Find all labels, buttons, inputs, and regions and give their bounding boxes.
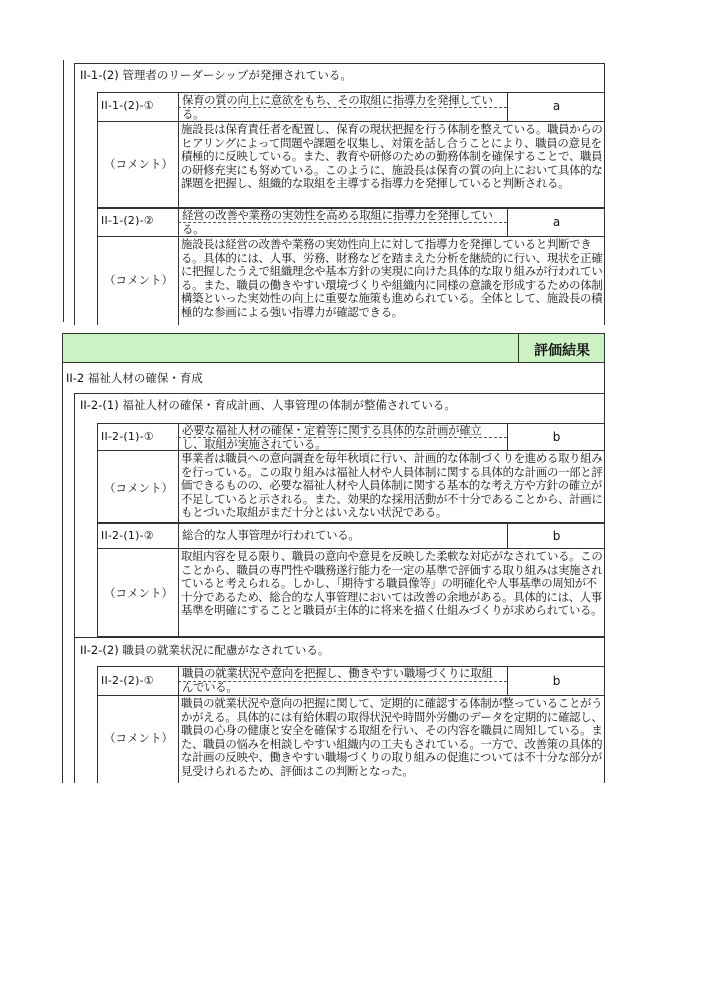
comment-text: 職員の就業状況や意向の把握に関して、定期的に確認する体制が整っていることがうかがえる。具体的には有給休暇の取得状況や時間外労働のデータを定期的に確認し、職員の心身の健康と安全を確保する取組を行い、その内容を職員に周知している。また、職員の悩みを相談しやすい組織内の工夫もされている。一方で、改善策の具体的な計画の反映や、働きやすい職場づくりの取り組みの促進については不十分な部分が見受けられるため、評価はこの判断となった。 [181, 696, 603, 778]
section-subtitle: II-1-(2) 管理者のリーダーシップが発揮されている。 [80, 68, 352, 82]
item-grade: b [552, 674, 561, 688]
item-question: 必要な福祉人材の確保・定着等に関する具体的な計画が確立し、取組が実施されている。 [182, 423, 482, 451]
row-divider [74, 637, 605, 638]
section-title: II-2 福祉人材の確保・育成 [66, 371, 203, 385]
item-grade: a [552, 99, 561, 113]
item-question: 経営の改善や業務の実効性を高める取組に指導力を発揮している。 [182, 208, 493, 236]
item-question: 保育の質の向上に意欲をもち、その取組に指導力を発揮している。 [182, 93, 493, 121]
evaluation-result-label: 評価結果 [534, 343, 590, 359]
comment-text: 施設長は経営の改善や業務の実効性向上に対して指導力を発揮していると判断できる。具体的には、人事、労務、財務などを踏まえた分析を継続的に行い、現状を正確に把握したうえで組織理念や基本方針の実現に向けた具体的な取り組みが行われている。また、職員の働きやすい環境づくりや組織内に同様の意識を形成するための体制構築といった実効性の向上に重要な施策も進められている。全体として、施設長の積極的な参画による強い指導力が確認できる。 [181, 237, 603, 319]
comment-label: （コメント） [104, 586, 173, 600]
comment-label: （コメント） [104, 157, 173, 171]
item-code: II-2-(1)-② [101, 529, 154, 542]
comment-text: 取組内容を見る限り、職員の意向や意見を反映した柔軟な対応がなされている。このことから、職員の専門性や職務遂行能力を一定の基準で評価する取り組みは実施されていると考えられる。しかし、「期待する職員像等」の明確化や人事基準の周知が不十分であるため、総合的な人事管理においては改善の余地がある。具体的には、人事基準を明確にすることと職員が主体的に将来を描く仕組みづくりが求められている。 [181, 549, 603, 618]
item-code: II-1-(2)-① [101, 99, 154, 112]
item-grade: b [552, 529, 561, 543]
col-divider [178, 666, 179, 783]
item-question: 総合的な人事管理が行われている。 [182, 528, 360, 542]
col-divider [178, 208, 179, 325]
comment-label: （コメント） [104, 481, 173, 495]
item-code: II-2-(2)-① [101, 674, 154, 687]
col-divider [178, 423, 179, 523]
section-subtitle: II-2-(2) 職員の就業状況に配慮がなされている。 [80, 643, 330, 657]
col-divider [178, 92, 179, 208]
comment-text: 事業者は職員への意向調査を毎年秋頃に行い、計画的な体制づくりを進める取り組みを行っている。この取り組みは福祉人材や人員体制に関する具体的な計画の一部と評価できるものの、必要な福祉人材や人員体制に関する基本的な考え方や方針の確立が不足していると示される。また、効果的な採用活動が不十分であることから、計画にもとづいた取組がまだ十分とはいえない状況である。 [181, 451, 603, 520]
item-grade: b [552, 430, 561, 444]
item-question: 職員の就業状況や意向を把握し、働きやすい職場づくりに取組んでいる。 [182, 666, 493, 694]
left-rule-top [63, 60, 64, 322]
col-divider [178, 523, 179, 637]
item-code: II-1-(2)-② [101, 214, 154, 227]
comment-label: （コメント） [104, 273, 173, 287]
item-code: II-2-(1)-① [101, 430, 154, 443]
comment-label: （コメント） [104, 731, 173, 745]
item-grade: a [552, 215, 561, 229]
section-subtitle: II-2-(1) 福祉人材の確保・育成計画、人事管理の体制が整備されている。 [80, 398, 456, 412]
comment-text: 施設長は保育責任者を配置し、保育の現状把握を行う体制を整えている。職員からのヒアリングによって問題や課題を収集し、対策を話し合うことにより、職員の意見を積極的に反映している。また、教育や研修のための勤務体制を確保することで、職員の研修充実にも努めている。このように、施設長は保育の質の向上において具体的な課題を把握し、組織的な取組を主導する指導力を発揮していると判断される。 [181, 122, 603, 191]
